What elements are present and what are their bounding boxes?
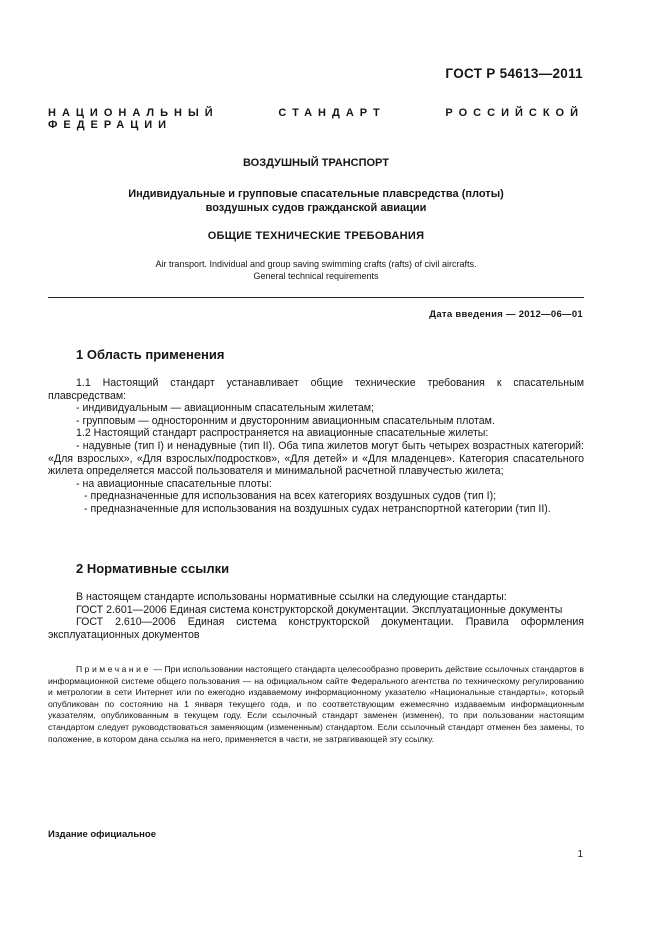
document-designation: ГОСТ Р 54613—2011 xyxy=(445,66,583,81)
list-item: - индивидуальным — авиационным спасательным жилетам; xyxy=(76,402,374,415)
page-number: 1 xyxy=(577,849,583,860)
title-divider xyxy=(48,297,584,298)
note-paragraph xyxy=(48,664,584,745)
paragraph: В настоящем стандарте использованы нормативные ссылки на следующие стандарты: xyxy=(76,591,507,603)
section-2-body xyxy=(48,591,584,641)
paragraph: 1.1 Настоящий стандарт устанавливает общие технические требования к спасательным плавсредствам: xyxy=(48,377,584,402)
note-block xyxy=(48,664,584,745)
english-title xyxy=(48,258,584,282)
section-2-heading: 2 Нормативные ссылки xyxy=(76,561,230,576)
introduction-date: Дата введения — 2012—06—01 xyxy=(429,309,583,320)
sub-list-item: - предназначенные для использования на всех категориях воздушных судов (тип I); xyxy=(84,490,497,503)
reference-item: ГОСТ 2.610—2006 Единая система конструкторской документации. Правила оформления эксплуатационных документов xyxy=(48,616,584,641)
document-category: ВОЗДУШНЫЙ ТРАНСПОРТ xyxy=(243,157,389,169)
sub-list-item: - предназначенные для использования на воздушных судах нетранспортной категории (тип II). xyxy=(84,502,551,515)
section-1-body xyxy=(48,377,584,516)
list-item: - на авиационные спасательные плоты: xyxy=(76,477,272,490)
reference-item: ГОСТ 2.601—2006 Единая система конструкторской документации. Эксплуатационные документы xyxy=(76,603,563,616)
subject-line-1: Индивидуальные и групповые спасательные плавсредства (плоты) xyxy=(128,188,504,200)
edition-label: Издание официальное xyxy=(48,829,156,840)
section-1-heading: 1 Область применения xyxy=(76,347,225,362)
english-title-line-1: Air transport. Individual and group saving swimming crafts (rafts) of civil aircrafts. xyxy=(155,259,477,269)
subject-line-2: воздушных судов гражданской авиации xyxy=(205,202,427,214)
note-text: — При использовании настоящего стандарта целесообразно проверить действие ссылочных стандартов в информационной системе общего пользования — на официальном сайте Федерального агентства по техническому регулированию и метрологии в сети Интернет или по ежегодно издаваемому информационному указателю «Национальные стандарты», который опубликован по состоянию на 1 января текущего года, и по соответствующим ежемесячно издаваемым информационным указателям, опубликованным в текущем году. Если ссылочный стандарт заменен (изменен), то при пользовании настоящим стандартом следует руководствоваться заменяющим (измененным) стандартом. Если ссылочный стандарт отменен без замены, то положение, в котором дана ссылка на него, применяется в части, не затрагивающей эту ссылку. xyxy=(48,664,584,744)
requirements-title: ОБЩИЕ ТЕХНИЧЕСКИЕ ТРЕБОВАНИЯ xyxy=(207,230,425,242)
list-item: - надувные (тип I) и ненадувные (тип II). Оба типа жилетов могут быть четырех возрастных категорий: «Для взрослых», «Для взрослых/подростков», «Для детей» и «Для младенцев». Категория спасательного жилета определяется массой пользователя и минимальной расчетной плавучестью жилета; xyxy=(48,439,584,478)
english-title-line-2: General technical requirements xyxy=(253,271,379,281)
paragraph: 1.2 Настоящий стандарт распространяется на авиационные спасательные жилеты: xyxy=(76,427,489,440)
document-subject xyxy=(48,187,584,215)
note-label: Примечание xyxy=(76,664,151,674)
list-item: - групповым — односторонним и двусторонним авиационным спасательным плотам. xyxy=(76,414,495,427)
national-standard-banner: НАЦИОНАЛЬНЫЙ СТАНДАРТ РОССИЙСКОЙ ФЕДЕРАЦИИ xyxy=(48,107,584,131)
